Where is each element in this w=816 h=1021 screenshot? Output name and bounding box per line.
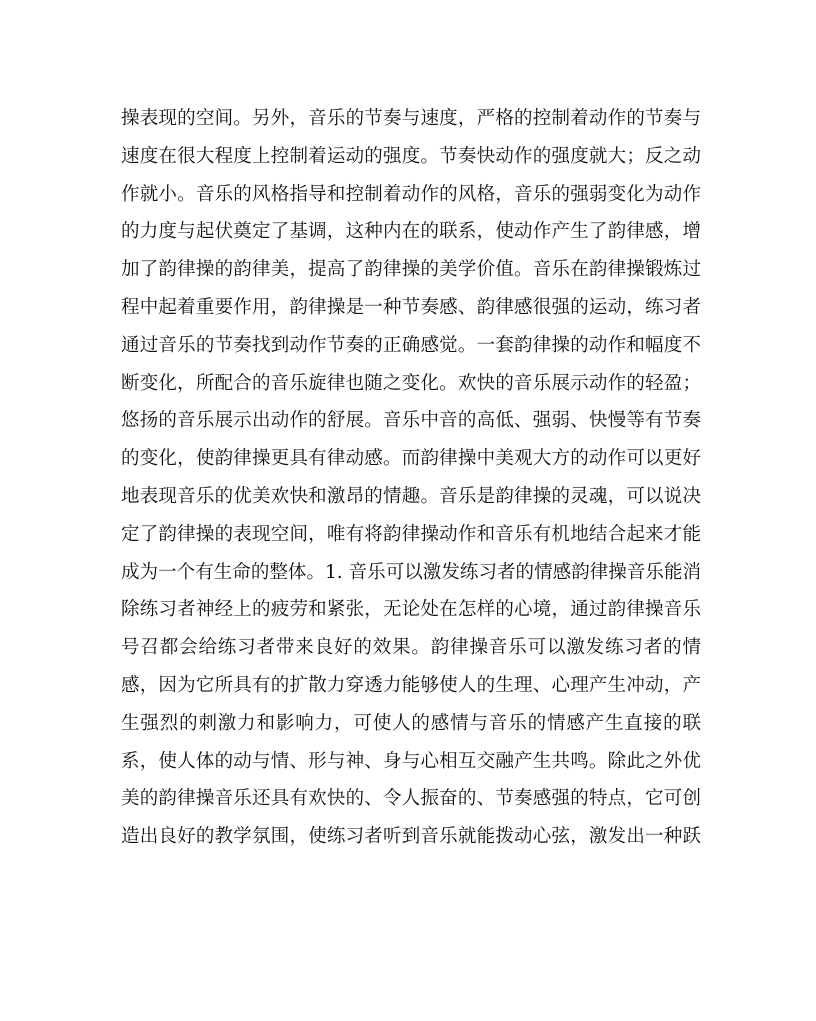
text-line: 感，因为它所具有的扩散力穿透力能够使人的生理、心理产生冲动，产 [121, 674, 701, 696]
text-line: 的变化，使韵律操更具有律动感。而韵律操中美观大方的动作可以更好 [121, 448, 701, 470]
text-line: 作就小。音乐的风格指导和控制着动作的风格，音乐的强弱变化为动作 [121, 183, 701, 205]
text-line: 操表现的空间。另外，音乐的节奏与速度，严格的控制着动作的节奏与 [121, 108, 701, 129]
text-line: 号召都会给练习者带来良好的效果。韵律操音乐可以激发练习者的情 [121, 637, 701, 659]
text-line: 断变化，所配合的音乐旋律也随之变化。欢快的音乐展示动作的轻盈； [121, 372, 701, 394]
text-line: 生强烈的刺激力和影响力，可使人的感情与音乐的情感产生直接的联 [121, 712, 701, 734]
text-line: 造出良好的教学氛围，使练习者听到音乐就能拨动心弦，激发出一种跃 [121, 826, 701, 848]
text-line: 地表现音乐的优美欢快和激昂的情趣。音乐是韵律操的灵魂，可以说决 [121, 485, 701, 507]
text-line: 悠扬的音乐展示出动作的舒展。音乐中音的高低、强弱、快慢等有节奏 [121, 410, 701, 432]
text-line: 通过音乐的节奏找到动作节奏的正确感觉。一套韵律操的动作和幅度不 [121, 334, 701, 356]
text-line: 程中起着重要作用，韵律操是一种节奏感、韵律感很强的运动，练习者 [121, 296, 701, 318]
text-line: 系，使人体的动与情、形与神、身与心相互交融产生共鸣。除此之外优 [121, 750, 701, 772]
text-line: 的力度与起伏奠定了基调，这种内在的联系，使动作产生了韵律感，增 [121, 221, 701, 243]
text-line: 定了韵律操的表现空间，唯有将韵律操动作和音乐有机地结合起来才能 [121, 523, 701, 545]
text-line: 除练习者神经上的疲劳和紧张，无论处在怎样的心境，通过韵律操音乐 [121, 599, 701, 621]
body-text [121, 100, 701, 856]
text-line: 成为一个有生命的整体。1. 音乐可以激发练习者的情感韵律操音乐能消 [121, 561, 701, 583]
text-line: 速度在很大程度上控制着运动的强度。节奏快动作的强度就大；反之动 [121, 145, 701, 167]
text-line: 加了韵律操的韵律美，提高了韵律操的美学价值。音乐在韵律操锻炼过 [121, 259, 701, 281]
text-line: 美的韵律操音乐还具有欢快的、令人振奋的、节奏感强的特点，它可创 [121, 788, 701, 810]
